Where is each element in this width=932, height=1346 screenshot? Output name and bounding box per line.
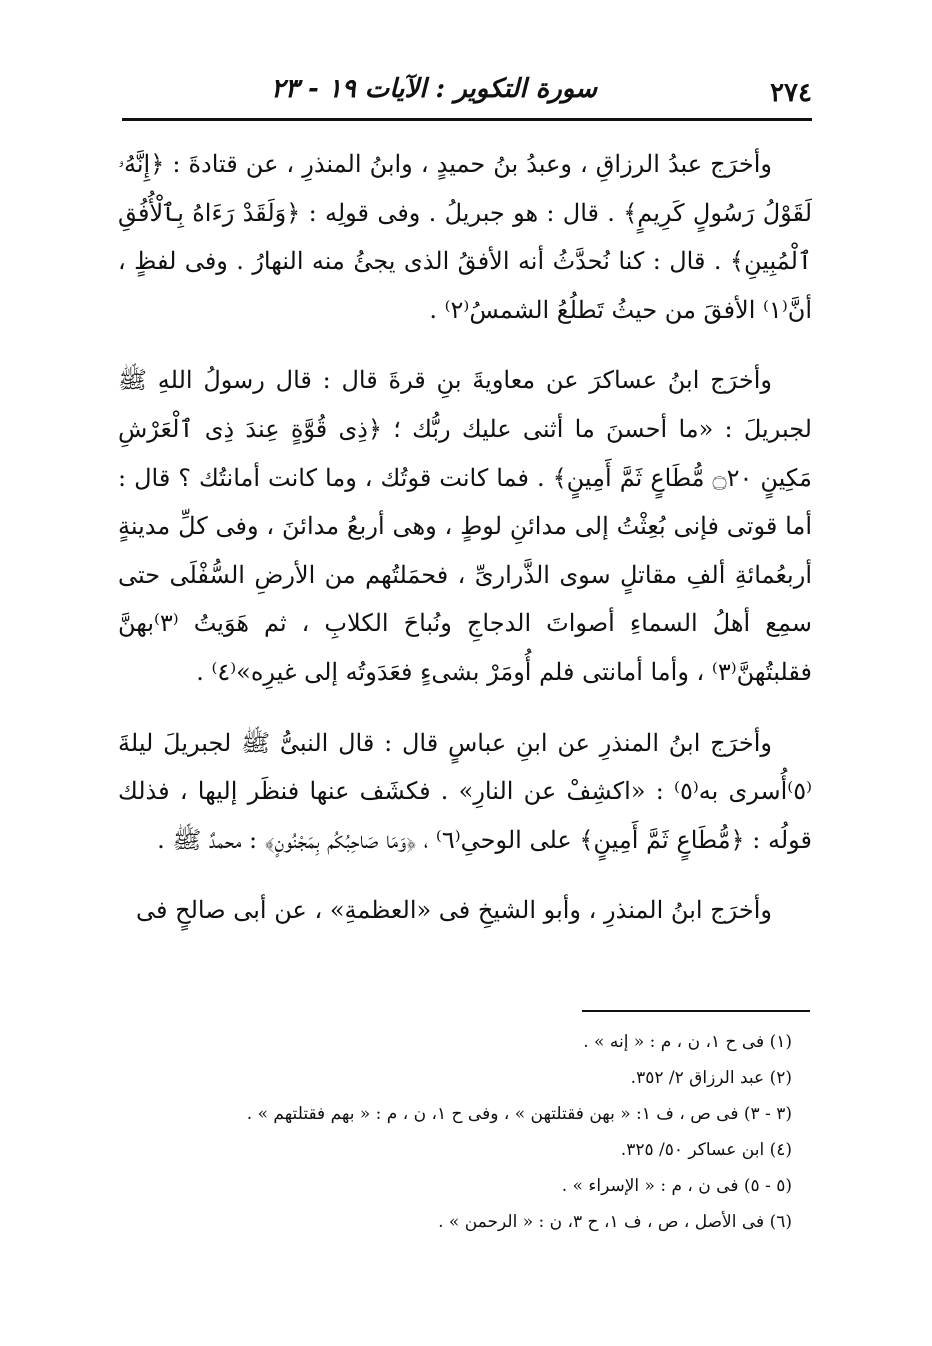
footnote-4: (٤) ابن عساكر ٥٠/ ٣٢٥. bbox=[620, 1140, 792, 1160]
paragraph-2: وأخرَج ابنُ عساكرَ عن معاويةَ بنِ قرةَ قال : قال رسولُ اللهِ ﷺ لجبريلَ : «ما أحسنَ ما أثنى عليك ربُّك ؛ ﴿ذِى قُوَّةٍ عِندَ ذِى ٱلْعَرْشِ مَكِينٍ ۝٢٠ مُّطَاعٍ ثَمَّ أَمِينٍ﴾ . فما كانت قوتُك ، وما كانت أمانتُك ؟ قال : أما قوتى فإنى بُعِثْتُ إلى مدائنِ لوطٍ ، وهى أربعُ مدائنَ ، وفى كلِّ مدينةٍ أربعُمائةِ ألفِ مقاتلٍ سوى الذَّرارىِّ ، فحمَلتُهم من الأرضِ السُّفْلَى حتى سمِع أهلُ السماءِ أصواتَ الدجاجِ ونُباحَ الكلابِ ، ثم هَوَيتُ ⁽٣⁾بهنَّ فقلبتُهنَّ⁽٣⁾ ، وأما أمانتى فلم أُومَرْ بشىءٍ فعَدَوتُه إلى غيرِه»⁽٤⁾ . bbox=[118, 366, 812, 686]
paragraph-1: وأخرَج عبدُ الرزاقِ ، وعبدُ بنُ حميدٍ ، وابنُ المنذرِ ، عن قتادةَ : ﴿إِنَّهُۥ لَقَوْلُ رَسُولٍ كَرِيمٍ﴾ . قال : هو جبريلُ . وفى قولِه : ﴿وَلَقَدْ رَءَاهُ بِٱلْأُفُقِ ٱلْمُبِينِ﴾ . قال : كنا نُحدَّثُ أنه الأفقُ الذى يجئُ منه النهارُ . وفى لفظٍ ، أنَّ⁽١⁾ الأفقَ من حيثُ تَطلُعُ الشمسُ⁽٢⁾ . bbox=[118, 150, 812, 324]
footnote-1: (١) فى ح ١، ن ، م : « إنه » . bbox=[583, 1032, 792, 1052]
footnote-rule bbox=[582, 1010, 810, 1012]
header-rule bbox=[122, 118, 812, 121]
footnotes bbox=[180, 1024, 792, 1240]
footnote-5: (٥ - ٥) فى ن ، م : « الإسراء » . bbox=[561, 1176, 792, 1196]
running-title: سورة التكوير : الآيات ١٩ - ٢٣ bbox=[270, 74, 597, 104]
paragraph-4: وأخرَج ابنُ المنذرِ ، وأبو الشيخِ فى «العظمةِ» ، عن أبى صالحٍ فى bbox=[136, 896, 772, 925]
paragraph-3: وأخرَج ابنُ المنذرِ عن ابنِ عباسٍ قال : قال النبىُّ ﷺ لجبريلَ ليلةَ ⁽٥⁾أُسرى به⁽٥⁾ : «اكشِفْ عن النارِ» . فكشَف عنها فنظَر إليها ، فذلك قولُه : ﴿مُّطَاعٍ ثَمَّ أَمِينٍ﴾ على الوحىِ⁽٦⁾ ، ﴿وَمَا صَاحِبُكُم بِمَجْنُونٍ﴾ : محمدٌ ﷺ . bbox=[118, 728, 812, 854]
footnote-3: (٣ - ٣) فى ص ، ف ١: « بهن فقتلتهن » ، وفى ح ١، ن ، م : « بهم فقتلتهم » . bbox=[246, 1104, 792, 1124]
footnote-6: (٦) فى الأصل ، ص ، ف ١، ح ٣، ن : « الرحمن » . bbox=[438, 1212, 792, 1232]
main-text bbox=[118, 140, 812, 957]
footnote-2: (٢) عبد الرزاق ٢/ ٣٥٢. bbox=[630, 1068, 792, 1088]
page-header bbox=[122, 70, 812, 116]
page-number: ٢٧٤ bbox=[770, 78, 812, 108]
